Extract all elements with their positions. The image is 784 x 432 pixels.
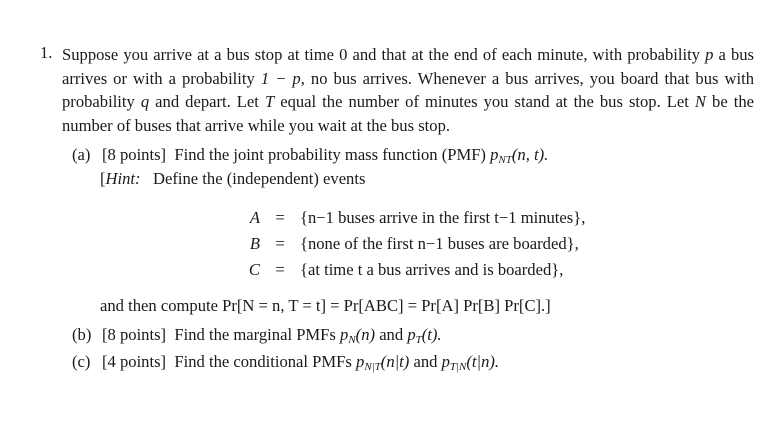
event-c: C = {at time t a bus arrives and is boarded}, (248, 260, 564, 279)
event-b: B = {none of the first n−1 buses are boarded}, (249, 234, 579, 253)
part-a-points: [8 points] (102, 145, 167, 164)
part-a-label: (a) (72, 145, 91, 164)
part-c-label: (c) (72, 352, 91, 371)
hint-label: Hint: (105, 169, 141, 188)
part-a-text: Find the joint probability mass function (PMF) (174, 145, 486, 164)
problem-statement: Suppose you arrive at a bus stop at time 0 and that at the end of each minute, with probability p a bus arrives or with a probability 1 − p, no bus arrives. Whenever a bus arrives, you board that bus with probability q and depart. Let T equal the number of minutes you stand at the bus stop. Let N be the number of buses that arrive while you wait at the bus stop. (62, 45, 755, 136)
hint: [Hint: Define the (independent) events (100, 169, 366, 188)
part-c-points: [4 points] (102, 352, 167, 371)
event-definitions (230, 205, 585, 283)
part-c: (c) [4 points] Find the conditional PMFs $p_{N|T}(n|t)$ and $p_{T|N}(t|n)$. (72, 352, 500, 373)
part-b-label: (b) (72, 325, 92, 344)
part-a: (a) [8 points] Find the joint probability mass function (PMF) $p_{NT}(n$, t). (72, 145, 549, 166)
part-b: (b) [8 points] Find the marginal PMFs $p_N(n)$ and $p_T(t)$. (72, 325, 442, 346)
problem-number: 1. (40, 43, 53, 62)
compute-formula: Pr[N = n, T = t] = Pr[ABC] = Pr[A] Pr[B] Pr[C].] (222, 296, 551, 315)
hint-text: Define the (independent) events (153, 169, 366, 188)
event-a: A = {n−1 buses arrive in the first t−1 minutes}, (249, 208, 586, 227)
compute-instruction: and then compute Pr[N = n, T = t] = Pr[ABC] = Pr[A] Pr[B] Pr[C].] (100, 296, 551, 315)
part-b-points: [8 points] (102, 325, 167, 344)
